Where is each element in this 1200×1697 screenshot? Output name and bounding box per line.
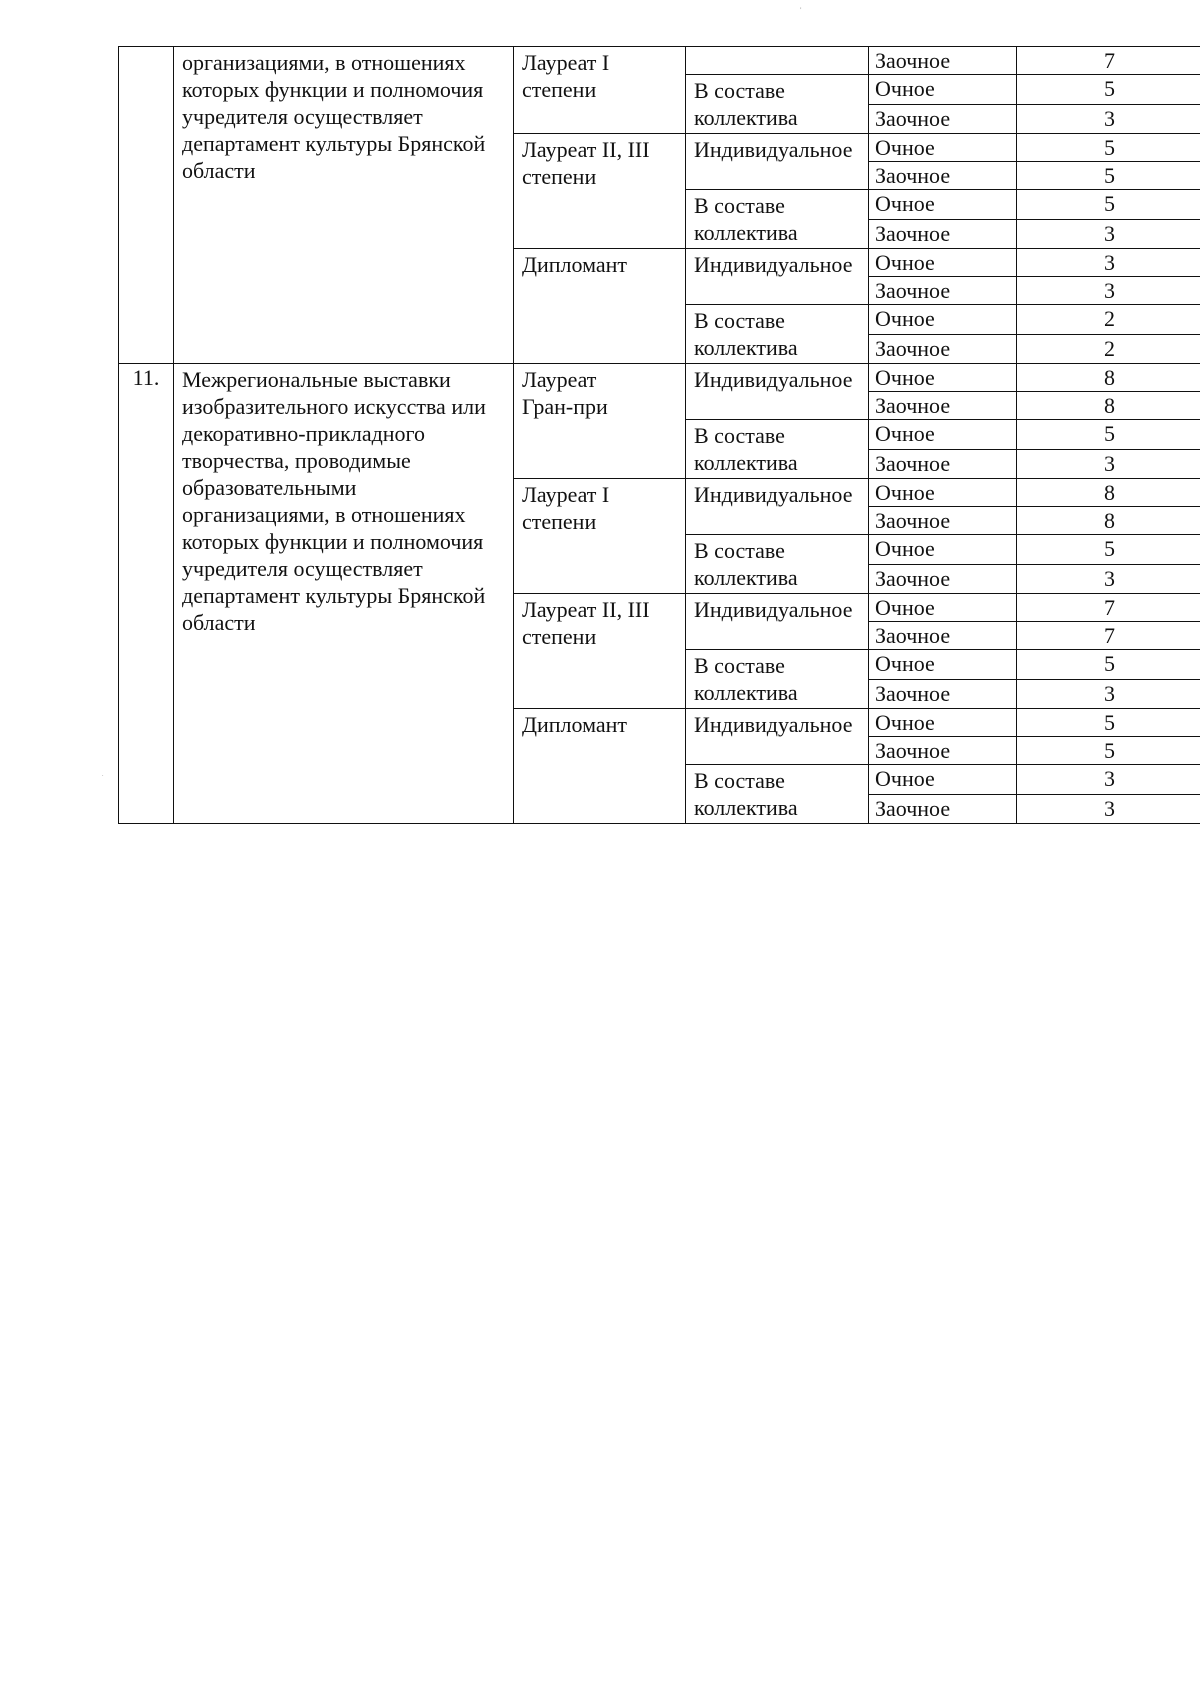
points-value: 5 bbox=[1017, 190, 1200, 220]
award-level: Лауреат II, III степени bbox=[514, 134, 686, 249]
participation-form: Очное bbox=[869, 479, 1017, 507]
participation-form: Очное bbox=[869, 75, 1017, 105]
points-value: 5 bbox=[1017, 709, 1200, 737]
points-value: 8 bbox=[1017, 364, 1200, 392]
participation-form: Заочное bbox=[869, 737, 1017, 765]
points-value: 7 bbox=[1017, 594, 1200, 622]
participation-form: Очное bbox=[869, 249, 1017, 277]
participation-form: Заочное bbox=[869, 277, 1017, 305]
participation-form: Очное bbox=[869, 535, 1017, 565]
table-row bbox=[119, 47, 1200, 75]
participation-form: Очное bbox=[869, 594, 1017, 622]
participation-type: Индивидуальное bbox=[686, 134, 869, 190]
participation-type: В составе коллектива bbox=[686, 75, 869, 134]
points-value: 3 bbox=[1017, 104, 1200, 134]
participation-type: В составе коллектива bbox=[686, 420, 869, 479]
award-points-table bbox=[118, 46, 1200, 824]
points-value: 3 bbox=[1017, 794, 1200, 824]
points-value: 5 bbox=[1017, 737, 1200, 765]
participation-form: Заочное bbox=[869, 334, 1017, 364]
scan-speck: , bbox=[800, 4, 802, 10]
points-value: 2 bbox=[1017, 305, 1200, 335]
participation-form: Заочное bbox=[869, 47, 1017, 75]
points-value: 8 bbox=[1017, 392, 1200, 420]
participation-form: Заочное bbox=[869, 219, 1017, 249]
award-level: Лауреат Гран-при bbox=[514, 364, 686, 479]
award-level: Лауреат I степени bbox=[514, 47, 686, 134]
participation-type: В составе коллектива bbox=[686, 650, 869, 709]
participation-type: Индивидуальное bbox=[686, 709, 869, 765]
row-number: 11. bbox=[119, 364, 174, 824]
participation-type: В составе коллектива bbox=[686, 305, 869, 364]
participation-form: Заочное bbox=[869, 679, 1017, 709]
participation-form: Очное bbox=[869, 765, 1017, 795]
participation-form: Заочное bbox=[869, 622, 1017, 650]
points-value: 8 bbox=[1017, 507, 1200, 535]
participation-type: Индивидуальное bbox=[686, 364, 869, 420]
scan-speck: . bbox=[102, 772, 104, 778]
participation-form: Очное bbox=[869, 190, 1017, 220]
participation-form: Заочное bbox=[869, 162, 1017, 190]
participation-form: Заочное bbox=[869, 104, 1017, 134]
points-value: 5 bbox=[1017, 420, 1200, 450]
participation-form: Заочное bbox=[869, 564, 1017, 594]
points-value: 3 bbox=[1017, 449, 1200, 479]
participation-type: В составе коллектива bbox=[686, 535, 869, 594]
participation-type: В составе коллектива bbox=[686, 190, 869, 249]
participation-form: Очное bbox=[869, 305, 1017, 335]
participation-form: Заочное bbox=[869, 794, 1017, 824]
table-body bbox=[119, 47, 1200, 824]
event-description: Межрегиональные выставки изобразительного искусства или декоративно-прикладного творчества, проводимые образовательными организациями, в отношениях которых функции и полномочия учредителя осуществляет департамент культуры Брянской области bbox=[174, 364, 514, 824]
points-value: 5 bbox=[1017, 535, 1200, 565]
points-value: 7 bbox=[1017, 47, 1200, 75]
points-value: 2 bbox=[1017, 334, 1200, 364]
participation-form: Очное bbox=[869, 420, 1017, 450]
participation-form: Заочное bbox=[869, 392, 1017, 420]
award-level: Дипломант bbox=[514, 249, 686, 364]
participation-type: Индивидуальное bbox=[686, 594, 869, 650]
points-value: 5 bbox=[1017, 134, 1200, 162]
participation-type bbox=[686, 47, 869, 75]
award-level: Дипломант bbox=[514, 709, 686, 824]
points-value: 3 bbox=[1017, 679, 1200, 709]
points-value: 3 bbox=[1017, 277, 1200, 305]
participation-form: Очное bbox=[869, 364, 1017, 392]
points-value: 3 bbox=[1017, 765, 1200, 795]
points-value: 5 bbox=[1017, 162, 1200, 190]
points-value: 5 bbox=[1017, 75, 1200, 105]
points-value: 8 bbox=[1017, 479, 1200, 507]
award-level: Лауреат I степени bbox=[514, 479, 686, 594]
points-value: 7 bbox=[1017, 622, 1200, 650]
points-value: 5 bbox=[1017, 650, 1200, 680]
table-row bbox=[119, 364, 1200, 392]
participation-type: В составе коллектива bbox=[686, 765, 869, 824]
participation-form: Заочное bbox=[869, 507, 1017, 535]
participation-form: Очное bbox=[869, 709, 1017, 737]
award-level: Лауреат II, III степени bbox=[514, 594, 686, 709]
participation-type: Индивидуальное bbox=[686, 479, 869, 535]
participation-type: Индивидуальное bbox=[686, 249, 869, 305]
points-value: 3 bbox=[1017, 219, 1200, 249]
row-number bbox=[119, 47, 174, 364]
participation-form: Очное bbox=[869, 134, 1017, 162]
participation-form: Очное bbox=[869, 650, 1017, 680]
participation-form: Заочное bbox=[869, 449, 1017, 479]
points-value: 3 bbox=[1017, 564, 1200, 594]
event-description: организациями, в отношениях которых функции и полномочия учредителя осуществляет департамент культуры Брянской области bbox=[174, 47, 514, 364]
points-value: 3 bbox=[1017, 249, 1200, 277]
